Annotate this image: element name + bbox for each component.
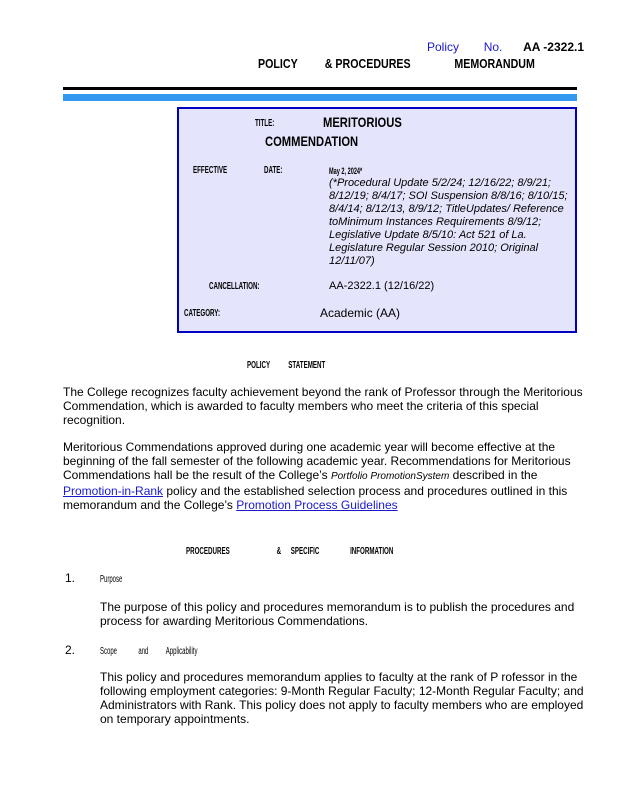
policy-number: AA -2322.1 — [523, 40, 584, 54]
procedures-heading — [186, 546, 393, 557]
heading-word: PROCEDURES — [186, 546, 230, 557]
heading-word: INFORMATION — [350, 546, 394, 557]
para-text: policy and the established selection process and procedures outlined in this memorandum and the College’s — [63, 484, 568, 512]
title-value-line1: MERITORIOUS — [323, 114, 402, 130]
policy-statement-para2 — [63, 440, 583, 512]
title-part-policy: POLICY — [258, 56, 298, 71]
cancellation-value: AA-2322.1 (12/16/22) — [329, 280, 435, 292]
item-number: 1. — [65, 571, 76, 585]
effective-date: May 2, 2024* — [329, 166, 363, 176]
item-number: 2. — [65, 643, 76, 657]
title-word: and — [138, 646, 149, 657]
title-part-procedures: & PROCEDURES — [324, 56, 411, 71]
purpose-text: The purpose of this policy and procedures memorandum is to publish the procedures and process for awarding Meritorious Commendations. — [100, 600, 575, 628]
heading-word: & — [276, 546, 282, 557]
category-value: Academic (AA) — [320, 306, 401, 320]
header-rule-blue — [63, 94, 577, 101]
date-label: DATE: — [264, 165, 283, 176]
policy-label: Policy — [427, 40, 460, 54]
heading-word: SPECIFIC — [290, 546, 320, 557]
policy-statement-heading — [247, 360, 325, 371]
para-text: Meritorious Commendations approved during one academic year will become effective at the beginning of the fall semester of the following academic year. Recommendations for Meritorious Commendations hall be the result of the College’s — [63, 440, 571, 482]
title-word: Scope — [100, 646, 118, 657]
header-rule-black — [63, 87, 577, 90]
category-label: CATEGORY: — [184, 308, 221, 319]
promotion-process-guidelines-link[interactable]: Promotion Process Guidelines — [236, 498, 398, 512]
effective-notes: (*Procedural Update 5/2/24; 12/16/22; 8/9/21; 8/12/19; 8/4/17; SOI Suspension 8/8/16; 8/10/15; 8/4/14; 8/12/13, 8/9/12; TitleUpdates/ Reference toMinimum Instances Requirements 8/9/12; Legislative Update 8/5/10: Act 521 of La. Legislature Regular Session 2010; Original 12/11/07) — [329, 177, 568, 267]
item-title-scope — [100, 646, 197, 657]
heading-word: POLICY — [247, 360, 270, 371]
para-text: described in the — [449, 468, 538, 482]
effective-label: EFFECTIVE — [193, 165, 228, 176]
heading-word: STATEMENT — [288, 360, 326, 371]
item-title-purpose: Purpose — [100, 574, 123, 585]
policy-number-line — [427, 40, 584, 54]
document-title — [258, 56, 535, 71]
no-label: No. — [483, 40, 503, 54]
promotion-in-rank-link[interactable]: Promotion-in-Rank — [63, 484, 164, 498]
title-word: Applicability — [165, 646, 198, 657]
title-value-line2: COMMENDATION — [265, 133, 359, 149]
scope-text: This policy and procedures memorandum applies to faculty at the rank of P rofessor in the following employment categories: 9-Month Regular Faculty; 12-Month Regular Faculty; and Administrators with Rank. This policy does not apply to faculty members who are employed on temporary appointments. — [100, 670, 584, 726]
portfolio-system-name: Portfolio PromotionSystem — [330, 471, 450, 482]
policy-statement-para1: The College recognizes faculty achievement beyond the rank of Professor through the Meritorious Commendation, which is awarded to faculty members who meet the criteria of this special recognition. — [63, 385, 583, 427]
cancellation-label: CANCELLATION: — [209, 281, 260, 292]
title-label: TITLE: — [255, 118, 275, 129]
title-part-memorandum: MEMORANDUM — [454, 56, 535, 71]
